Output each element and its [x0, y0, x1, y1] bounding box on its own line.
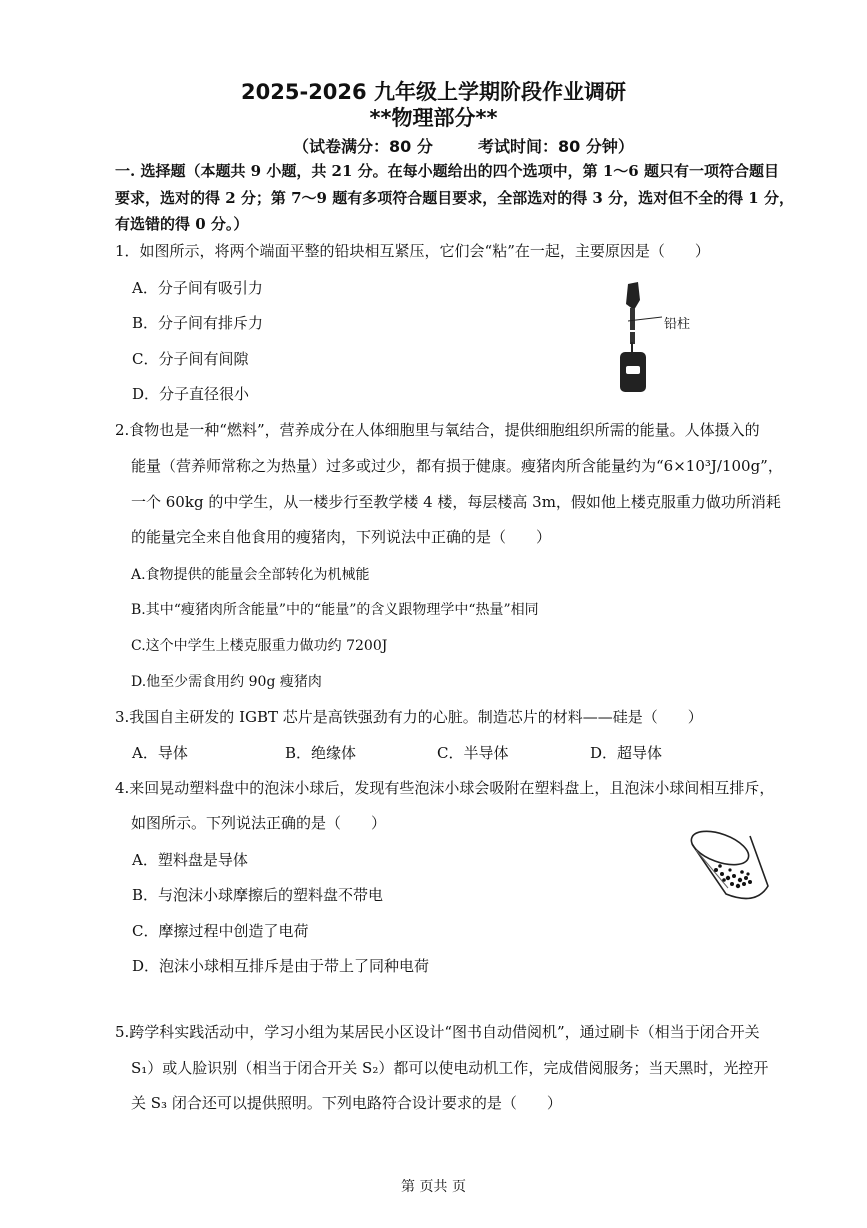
lead-cylinders-figure [610, 280, 660, 395]
q4-option-c: C．摩擦过程中创造了电荷 [132, 922, 309, 940]
q3-option-d: D．超导体 [590, 744, 663, 762]
q3-stem: 3.我国自主研发的 IGBT 芯片是高铁强劲有力的心脏。制造芯片的材料——硅是（ ） [115, 708, 703, 726]
exam-subtitle: **物理部分** [369, 106, 498, 130]
q4-option-b: B．与泡沫小球摩擦后的塑料盘不带电 [132, 886, 384, 904]
q2-option-c: C.这个中学生上楼克服重力做功约 7200J [131, 638, 388, 654]
q1-option-b: B．分子间有排斥力 [132, 314, 264, 332]
q5-line2: S₁）或人脸识别（相当于闭合开关 S₂）都可以使电动机工作，完成借阅服务；当天黑时，光控开 [131, 1059, 769, 1077]
section-intro-line2: 要求，选对的得 2 分；第 7～9 题有多项符合题目要求，全部选对的得 3 分，选对但不全的得 1 分， [115, 189, 794, 207]
q4-line2: 如图所示。下列说法正确的是（ ） [131, 814, 387, 832]
q2-line2: 能量（营养师常称之为热量）过多或过少，都有损于健康。瘦猪肉所含能量约为“6×10³J/100g”， [131, 457, 783, 475]
q1-stem: 1．如图所示，将两个端面平整的铅块相互紧压，它们会“粘”在一起，主要原因是（ ） [115, 242, 710, 260]
exam-time-info: 考试时间：80 分钟） [478, 137, 634, 156]
figure-pointer-line [628, 313, 668, 325]
page-footer: 第 页共 页 [401, 1179, 466, 1195]
q1-option-d: D．分子直径很小 [132, 385, 250, 403]
q1-figure-label: 铅柱 [664, 317, 691, 332]
exam-score-info: （试卷满分：80 分 [293, 137, 433, 156]
q2-option-d: D.他至少需食用约 90g 瘦猪肉 [131, 674, 322, 690]
weight-window [626, 366, 640, 374]
plastic-dish-figure [686, 826, 776, 906]
q2-line3: 一个 60kg 的中学生，从一楼步行至教学楼 4 楼，每层楼高 3m，假如他上楼克服重力做功所消耗 [131, 493, 781, 511]
q4-line1: 4.来回晃动塑料盘中的泡沫小球后，发现有些泡沫小球会吸附在塑料盘上，且泡沫小球间相互排斥， [115, 779, 775, 797]
q5-line3: 关 S₃ 闭合还可以提供照明。下列电路符合设计要求的是（ ） [131, 1094, 562, 1112]
q4-option-d: D．泡沫小球相互排斥是由于带上了同种电荷 [132, 957, 430, 975]
section-intro-line1: 一. 选择题（本题共 9 小题，共 21 分。在每小题给出的四个选项中，第 1～6 题只有一项符合题目 [115, 162, 779, 180]
exam-title: 2025-2026 九年级上学期阶段作业调研 [241, 80, 626, 104]
dish-inner-line [696, 850, 728, 888]
q1-option-c: C．分子间有间隙 [132, 350, 249, 368]
dish-wall [692, 836, 768, 899]
q2-line1: 2.食物也是一种“燃料”，营养成分在人体细胞里与氧结合，提供细胞组织所需的能量。人体摄入的 [115, 421, 760, 439]
q5-line1: 5.跨学科实践活动中，学习小组为某居民小区设计“图书自动借阅机”，通过刷卡（相当于闭合开关 [115, 1023, 760, 1041]
q3-option-a: A．导体 [132, 744, 188, 762]
q3-option-b: B．绝缘体 [285, 744, 357, 762]
q3-option-c: C．半导体 [437, 744, 509, 762]
q2-option-a: A.食物提供的能量会全部转化为机械能 [131, 567, 370, 583]
section-intro-line3: 有选错的得 0 分。） [115, 215, 249, 233]
contact-surface [630, 330, 635, 332]
q2-line4: 的能量完全来自他食用的瘦猪肉，下列说法中正确的是（ ） [131, 528, 552, 546]
q2-option-b: B.其中“瘦猪肉所含能量”中的“能量”的含义跟物理学中“热量”相同 [131, 602, 539, 618]
q1-option-a: A．分子间有吸引力 [132, 279, 263, 297]
upper-support-shape [626, 282, 640, 310]
q4-option-a: A．塑料盘是导体 [132, 851, 248, 869]
